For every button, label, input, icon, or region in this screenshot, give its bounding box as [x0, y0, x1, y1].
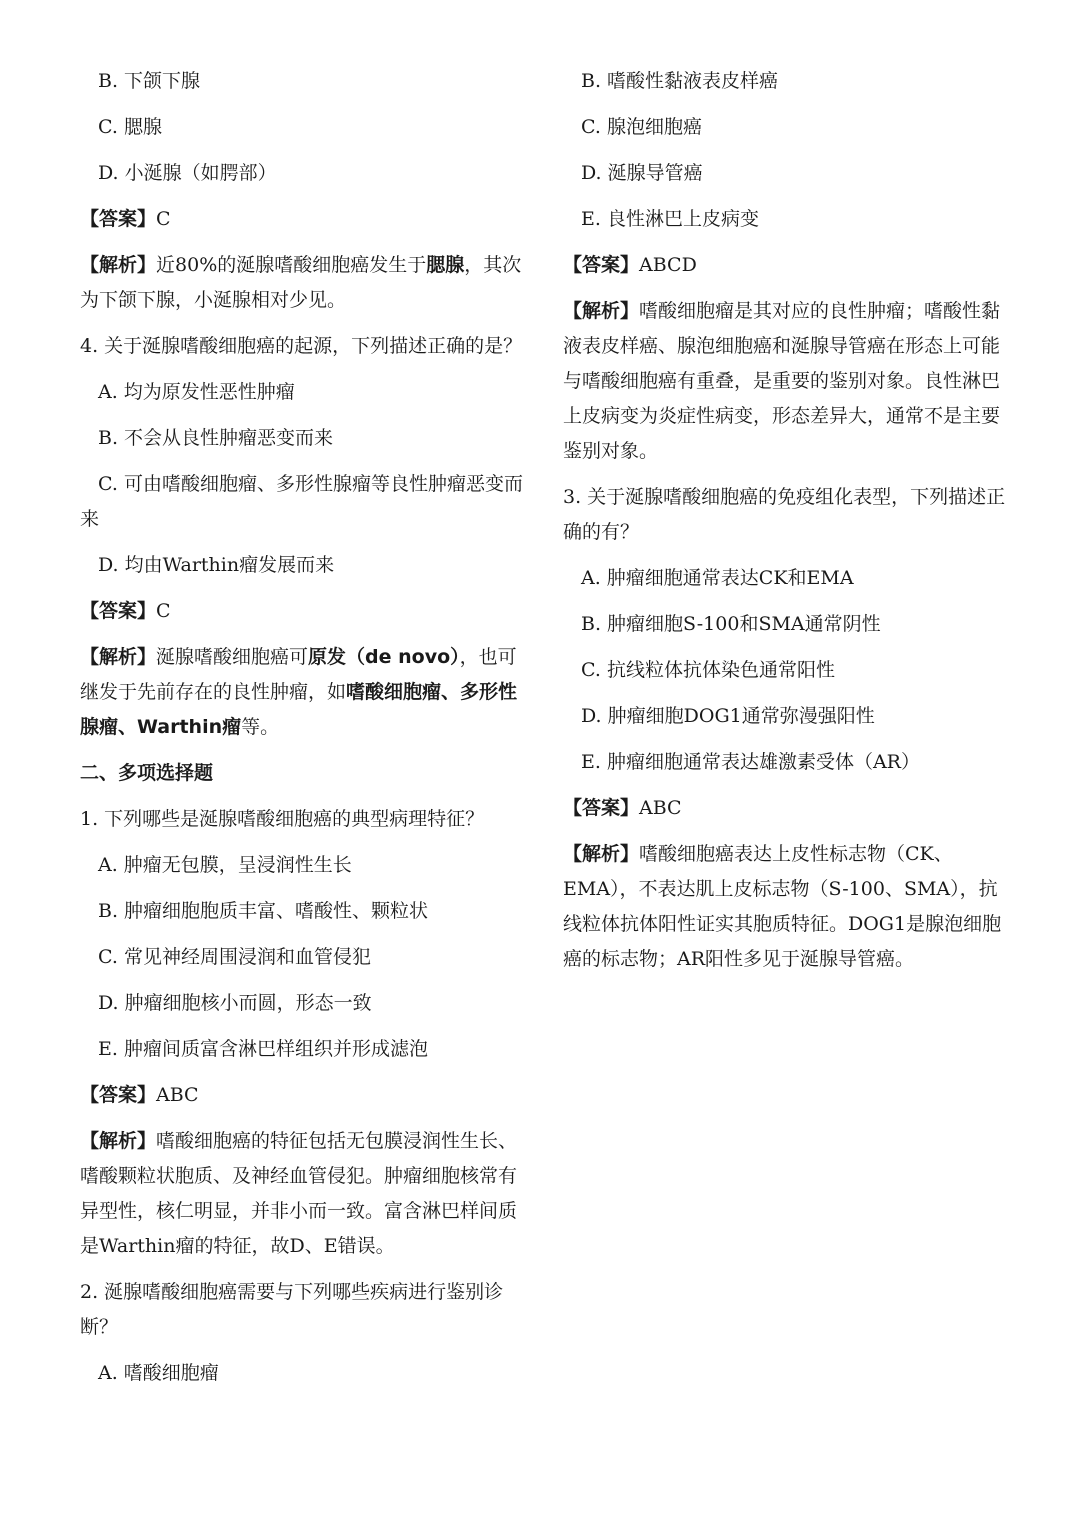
left-column [80, 64, 525, 1402]
answer-tag: 【答案】 [80, 600, 157, 622]
analysis-text: 嗜酸细胞癌表达上皮性标志物（CK、EMA），不表达肌上皮标志物（S-100、SMA），抗线粒体抗体阳性证实其胞质特征。DOG1是腺泡细胞癌的标志物；AR阳性多见于涎腺导管癌。 [563, 843, 1002, 970]
q4-option-a: A. 均为原发性恶性肿瘤 [98, 381, 295, 403]
answer-value: ABC [639, 797, 682, 819]
m2-option-e: E. 良性淋巴上皮病变 [581, 208, 759, 230]
m1-option-c: C. 常见神经周围浸润和血管侵犯 [98, 946, 371, 968]
answer-tag: 【答案】 [563, 797, 640, 819]
q4-analysis [80, 640, 525, 745]
q4-option-c [80, 467, 525, 537]
answer-value: C [156, 600, 171, 622]
q3-option-c: C. 腮腺 [98, 116, 162, 138]
analysis-bold: 嗜酸细胞瘤、多形性腺瘤、Warthin瘤 [80, 681, 518, 738]
analysis-text: ，也可继发于先前存在的良性肿瘤，如 [80, 646, 517, 703]
analysis-text: 嗜酸细胞癌的特征包括无包膜浸润性生长、嗜酸颗粒状胞质、及神经血管侵犯。肿瘤细胞核常有异型性，核仁明显，并非小而一致。富含淋巴样间质是Warthin瘤的特征，故D、E错误。 [80, 1130, 518, 1257]
m1-option-b: B. 肿瘤细胞胞质丰富、嗜酸性、颗粒状 [98, 900, 429, 922]
right-column [563, 64, 1008, 988]
m3-option-c: C. 抗线粒体抗体染色通常阳性 [581, 659, 835, 681]
m3-question: 3. 关于涎腺嗜酸细胞癌的免疫组化表型，下列描述正确的有？ [563, 486, 1006, 543]
analysis-tag: 【解析】 [80, 1130, 157, 1152]
answer-value: ABCD [639, 254, 697, 276]
m1-option-e: E. 肿瘤间质富含淋巴样组织并形成滤泡 [98, 1038, 428, 1060]
q3-option-b: B. 下颌下腺 [98, 70, 201, 92]
m1-answer [80, 1078, 525, 1113]
analysis-tag: 【解析】 [80, 254, 157, 276]
m2-option-b: B. 嗜酸性黏液表皮样癌 [581, 70, 779, 92]
m3-answer [563, 791, 1008, 826]
analysis-bold: 原发（de novo） [308, 646, 460, 668]
q3-option-d: D. 小涎腺（如腭部） [98, 162, 277, 184]
m1-option-d: D. 肿瘤细胞核小而圆，形态一致 [98, 992, 372, 1014]
answer-tag: 【答案】 [563, 254, 640, 276]
m2-question: 2. 涎腺嗜酸细胞癌需要与下列哪些疾病进行鉴别诊断？ [80, 1281, 504, 1338]
analysis-text: 涎腺嗜酸细胞癌可 [156, 646, 309, 668]
m1-option-a: A. 肿瘤无包膜，呈浸润性生长 [98, 854, 352, 876]
analysis-text: 近80%的涎腺嗜酸细胞癌发生于 [156, 254, 427, 276]
m3-option-e: E. 肿瘤细胞通常表达雄激素受体（AR） [581, 751, 920, 773]
answer-value: ABC [156, 1084, 199, 1106]
analysis-bold: 腮腺 [426, 254, 465, 276]
m1-question: 1. 下列哪些是涎腺嗜酸细胞癌的典型病理特征？ [80, 808, 485, 830]
q3-analysis [80, 248, 525, 318]
analysis-text: 等。 [241, 716, 280, 738]
m3-option-a: A. 肿瘤细胞通常表达CK和EMA [581, 567, 854, 589]
m2-answer [563, 248, 1008, 283]
q4-option-d: D. 均由Warthin瘤发展而来 [98, 554, 335, 576]
q4-option-b: B. 不会从良性肿瘤恶变而来 [98, 427, 334, 449]
m3-option-d: D. 肿瘤细胞DOG1通常弥漫强阳性 [581, 705, 875, 727]
q4-question: 4. 关于涎腺嗜酸细胞癌的起源，下列描述正确的是？ [80, 335, 523, 357]
analysis-tag: 【解析】 [80, 646, 157, 668]
m3-option-b: B. 肿瘤细胞S-100和SMA通常阴性 [581, 613, 881, 635]
m2-option-d: D. 涎腺导管癌 [581, 162, 703, 184]
answer-tag: 【答案】 [80, 1084, 157, 1106]
section-title: 二、多项选择题 [80, 762, 214, 784]
analysis-tag: 【解析】 [563, 843, 640, 865]
q3-answer [80, 202, 525, 237]
option-text: C. 可由嗜酸细胞瘤、多形性腺瘤等良性肿瘤恶变而来 [80, 473, 523, 530]
analysis-text: ，其次为下颌下腺，小涎腺相对少见。 [80, 254, 522, 311]
answer-tag: 【答案】 [80, 208, 157, 230]
analysis-text: 嗜酸细胞瘤是其对应的良性肿瘤；嗜酸性黏液表皮样癌、腺泡细胞癌和涎腺导管癌在形态上可能与嗜酸细胞癌有重叠，是重要的鉴别对象。良性淋巴上皮病变为炎症性病变，形态差异大，通常不是主要鉴别对象。 [563, 300, 1001, 462]
m2-option-c: C. 腺泡细胞癌 [581, 116, 702, 138]
m2-analysis [563, 294, 1008, 469]
answer-value: C [156, 208, 171, 230]
m3-analysis [563, 837, 1008, 977]
m1-analysis [80, 1124, 525, 1264]
q4-answer [80, 594, 525, 629]
analysis-tag: 【解析】 [563, 300, 640, 322]
m2-option-a: A. 嗜酸细胞瘤 [98, 1362, 219, 1384]
